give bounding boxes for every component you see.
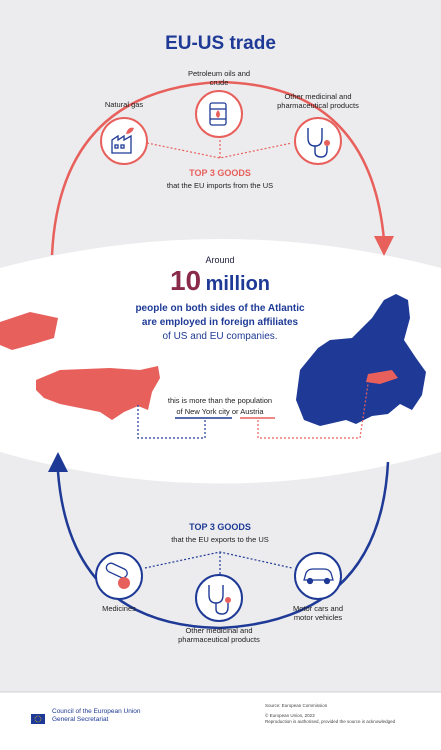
imports-heading: TOP 3 GOODS bbox=[189, 168, 251, 178]
natural-gas-circle bbox=[101, 118, 147, 164]
natural-gas-label: Natural gas bbox=[104, 100, 144, 109]
cars-label: Motor cars and motor vehicles bbox=[292, 604, 344, 622]
cars-circle bbox=[295, 553, 341, 599]
ten-million bbox=[120, 265, 320, 297]
medicines-label: Medicines bbox=[102, 604, 136, 613]
source-text: Source: European Commission bbox=[265, 703, 328, 708]
million-number: 10 bbox=[169, 265, 202, 296]
million-unit: million bbox=[205, 273, 271, 295]
new-york-text: New York city bbox=[184, 407, 230, 416]
austria-text: Austria bbox=[240, 407, 264, 416]
petroleum-circle bbox=[196, 91, 242, 137]
exports-subheading: that the EU exports to the US bbox=[171, 535, 269, 544]
compare-or: or bbox=[229, 407, 241, 416]
copyright-text: © European Union, 2023 bbox=[265, 713, 315, 718]
compare-line-2 bbox=[130, 407, 310, 416]
compare-line-1: this is more than the population bbox=[167, 396, 273, 405]
imports-subheading: that the EU imports from the US bbox=[166, 181, 274, 190]
page-title: EU-US trade bbox=[165, 33, 276, 54]
center-line-2: are employed in foreign affiliates bbox=[141, 317, 299, 328]
reproduction-text: Reproduction is authorised, provided the source is acknowledged bbox=[265, 719, 396, 724]
around-text: Around bbox=[205, 255, 235, 265]
org-name: Council of the European Union bbox=[52, 708, 141, 715]
org-department: General Secretariat bbox=[52, 716, 109, 723]
exports-connector bbox=[145, 552, 292, 575]
center-line-1: people on both sides of the Atlantic bbox=[135, 303, 305, 314]
pharma-export-circle bbox=[196, 575, 242, 621]
medicines-circle bbox=[96, 553, 142, 599]
compare-of: of bbox=[176, 407, 185, 416]
petroleum-label: Petroleum oils and crude bbox=[187, 69, 251, 87]
footer-credits bbox=[265, 703, 395, 725]
imports-arrow-icon bbox=[374, 236, 394, 256]
eu-flag-icon bbox=[31, 714, 45, 724]
center-line-3: of US and EU companies. bbox=[162, 331, 278, 342]
exports-heading: TOP 3 GOODS bbox=[189, 522, 251, 532]
pharma-import-label: Other medicinal and pharmaceutical products bbox=[277, 92, 359, 110]
pharma-import-circle bbox=[295, 118, 341, 164]
pharma-export-label: Other medicinal and pharmaceutical products bbox=[178, 626, 260, 644]
footer-organisation bbox=[52, 708, 141, 724]
